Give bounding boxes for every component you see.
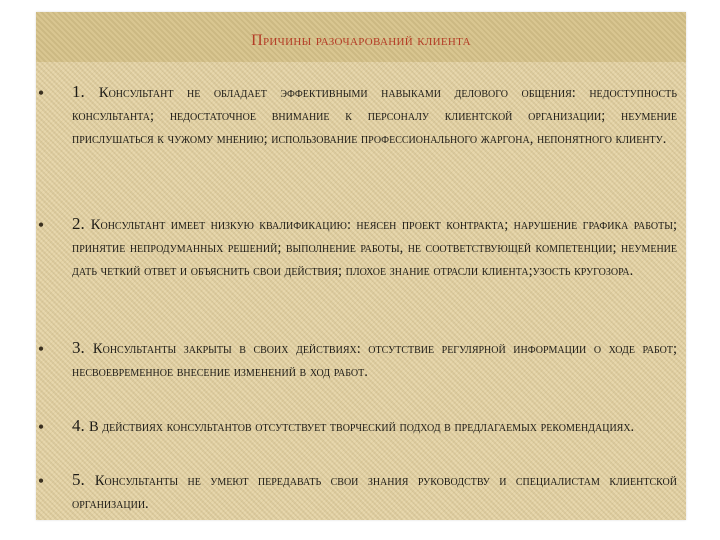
item-number: 1. — [72, 82, 99, 101]
item-body: Консультант не обладает эффективными навыками делового общения: недоступность консультанта; недостаточное внимание к персоналу клиентской организации; неумение прислушаться к чужому мнению; использование профессионального жаргона, непонятного клиенту. — [72, 85, 677, 147]
bullet-icon: • — [37, 215, 45, 235]
item-number: 2. — [72, 214, 91, 233]
slide-title: Причины разочарований клиента — [251, 32, 471, 49]
item-text — [72, 212, 677, 283]
title-band — [36, 12, 686, 62]
item-text — [72, 80, 677, 151]
item-text — [72, 468, 677, 516]
bullet-icon: • — [37, 339, 45, 359]
bullet-icon: • — [37, 417, 45, 437]
slide — [36, 12, 686, 520]
item-number: 3. — [72, 338, 93, 357]
bullet-icon: • — [37, 471, 45, 491]
item-number: 5. — [72, 470, 95, 489]
item-body: В действиях консультантов отсутствует творческий подход в предлагаемых рекомендациях. — [89, 419, 635, 435]
item-body: Консультанты закрыты в своих действиях: отсутствие регулярной информации о ходе работ; несвоевременное внесение изменений в ход работ. — [72, 341, 678, 380]
item-body: Консультанты не умеют передавать свои знания руководству и специалистам клиентской организации. — [72, 473, 677, 512]
bullet-icon: • — [37, 83, 45, 103]
item-text — [72, 414, 677, 439]
item-body: Консультант имеет низкую квалификацию: неясен проект контракта; нарушение графика работы; принятие непродуманных решений; выполнение работы, не соответствующей компетенции; неумение дать четкий ответ и объяснить свои действия; плохое знание отрасли клиента;узость кругозора. — [72, 217, 677, 279]
item-text — [72, 336, 677, 384]
item-number: 4. — [72, 416, 89, 435]
